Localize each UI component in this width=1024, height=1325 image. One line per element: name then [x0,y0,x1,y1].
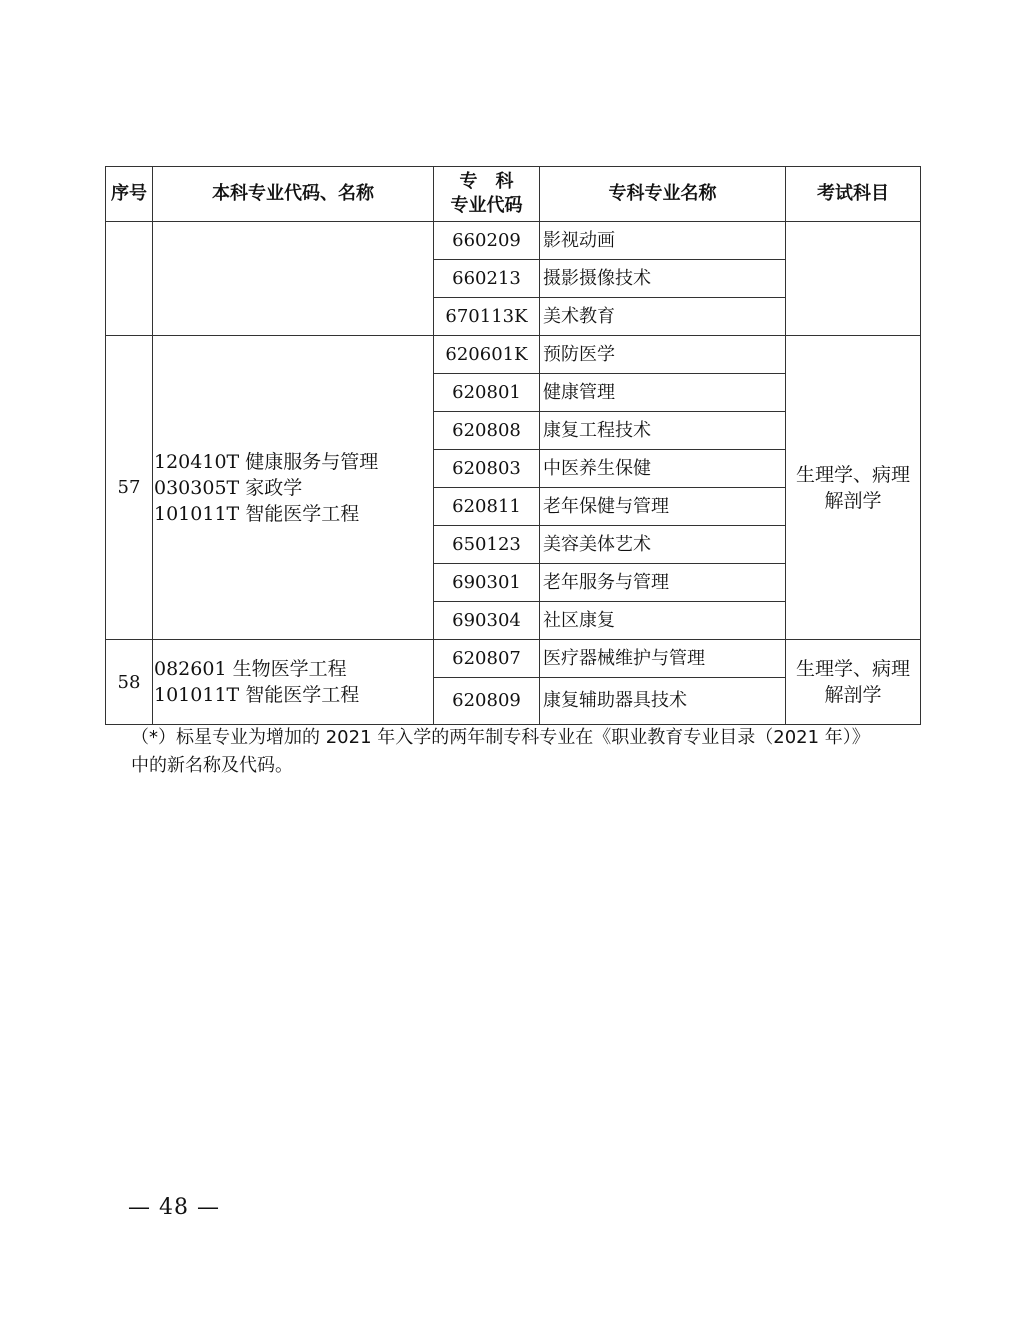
seq-cell: 58 [106,640,153,725]
undergrad-major: 101011T 智能医学工程 [154,684,360,706]
junior-code: 690304 [434,602,540,640]
header-exam: 考试科目 [786,167,921,222]
junior-name: 康复工程技术 [540,412,786,450]
header-junior-code-line1: 专 科 [459,171,514,192]
table-row [106,640,921,678]
junior-name: 康复辅助器具技术 [540,678,786,725]
junior-name: 预防医学 [540,336,786,374]
exam-subject-line: 生理学、病理 [795,658,910,680]
junior-name: 影视动画 [540,222,786,260]
header-junior-name: 专科专业名称 [540,167,786,222]
junior-name: 摄影摄像技术 [540,260,786,298]
exam-subject-line: 解剖学 [824,684,882,706]
junior-code: 620803 [434,450,540,488]
junior-name: 美术教育 [540,298,786,336]
undergrad-cell [153,640,434,725]
junior-code: 690301 [434,564,540,602]
junior-code: 620601K [434,336,540,374]
junior-name: 健康管理 [540,374,786,412]
footnote-line: （*）标星专业为增加的 2021 年入学的两年制专科专业在《职业教育专业目录（2021 年）》 [131,727,870,748]
footnote [131,724,921,780]
junior-name: 美容美体艺术 [540,526,786,564]
undergrad-cell [153,222,434,336]
page-number: — 48 — [128,1195,220,1220]
undergrad-cell [153,336,434,640]
junior-code: 660209 [434,222,540,260]
header-junior-code [434,167,540,222]
junior-code: 620807 [434,640,540,678]
footnote-line: 中的新名称及代码。 [131,755,293,776]
exam-cell [786,640,921,725]
junior-code: 620808 [434,412,540,450]
undergrad-major: 101011T 智能医学工程 [154,502,360,525]
header-junior-code-line2: 专业代码 [450,195,523,216]
junior-code: 650123 [434,526,540,564]
header-row [106,167,921,222]
header-seq: 序号 [106,167,153,222]
exam-cell [786,222,921,336]
seq-cell [106,222,153,336]
undergrad-major: 120410T 健康服务与管理 [154,450,379,473]
junior-code: 620809 [434,678,540,725]
junior-code: 670113K [434,298,540,336]
majors-table [105,166,921,725]
junior-name: 社区康复 [540,602,786,640]
exam-subject-line: 解剖学 [824,489,882,512]
junior-code: 660213 [434,260,540,298]
junior-code: 620811 [434,488,540,526]
junior-name: 老年保健与管理 [540,488,786,526]
junior-name: 中医养生保健 [540,450,786,488]
undergrad-major: 082601 生物医学工程 [154,658,347,680]
undergrad-major: 030305T 家政学 [154,476,303,499]
junior-code: 620801 [434,374,540,412]
seq-cell: 57 [106,336,153,640]
junior-name: 医疗器械维护与管理 [540,640,786,678]
table-row [106,222,921,260]
header-undergrad: 本科专业代码、名称 [153,167,434,222]
exam-subject-line: 生理学、病理 [795,463,910,486]
exam-cell [786,336,921,640]
junior-name: 老年服务与管理 [540,564,786,602]
table-row [106,336,921,374]
